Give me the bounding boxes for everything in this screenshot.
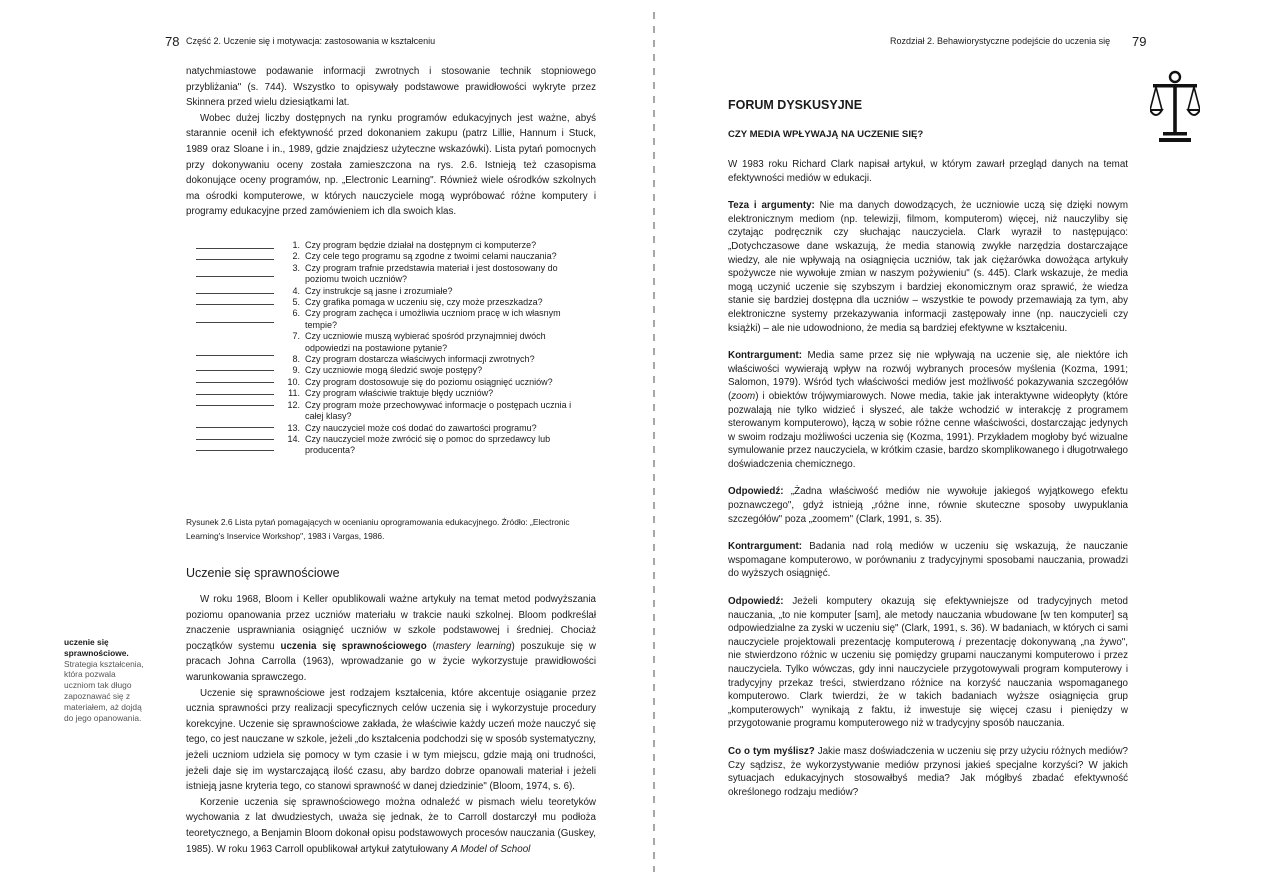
forum-body — [728, 158, 1128, 799]
list-item: 3. Czy program trafnie przedstawia materiał i jest dostosowany do poziomu twoich uczniów? — [292, 262, 558, 285]
answer-blank — [196, 382, 274, 383]
list-item: 13. Czy nauczyciel może coś dodać do zawartości programu? — [287, 422, 537, 433]
list-item: 1. Czy program będzie działał na dostępnym ci komputerze? — [292, 240, 537, 250]
margin-term: uczenie się sprawnościowe. — [64, 637, 129, 658]
paragraph-1: natychmiastowe podawanie informacji zwrotnych i stosowanie technik stopniowego przybliżania" (s. 744). Wszystko to opisywały podstawowe prawidłowości wykryte przez Skinnera przed wielu dziesiątkami lat. — [186, 66, 596, 109]
list-item: 6. Czy program zachęca i umożliwia uczniom pracę w ich własnym tempie? — [292, 308, 561, 330]
answer-blank — [196, 322, 274, 323]
list-item: 7. Czy uczniowie muszą wybierać spośród przynajmniej dwóch odpowiedzi na postawione pytanie? — [292, 331, 546, 353]
margin-definition: Strategia kształcenia, która pozwala uczniom tak długo zapoznawać się z materiałem, aż dojdą do jego opanowania. — [64, 658, 144, 723]
forum-subtitle: CZY MEDIA WPŁYWAJĄ NA UCZENIE SIĘ? — [728, 129, 924, 140]
paragraph-2: Wobec dużej liczby dostępnych na rynku programów edukacyjnych jest ważne, abyś starannie ocenił ich efektywność przed dokonaniem zakupu (patrz Lillie, Hannum i Stuck, 1989 oraz Sloane i in., 1989, gdzie znajdziesz użyteczne wskazówki). Lista pytań pomocnych przy dokonywaniu oceny została zamieszczona na rys. 2.6. Istnieją też czasopisma dokonujące oceny programów, np. „Electronic Learning". Również wiele ośrodków szkolnych ma ośrodki komputerowe, w których nauczyciele mogą wypróbować różne komputery i programy edukacyjne przed zamówieniem ich dla swoich klas. — [186, 112, 596, 218]
forum-block-reply-2: Odpowiedź: Jeżeli komputery okazują się efektywniejsze od tradycyjnych metod nauczania, „to nie komputer [sam], ale metody nauczania wbudowane [w ten komputer] są odpowiedzialne za zyski w uczeniu się" (Clark, 1991, s. 36). W badaniach, w których ci sami nauczyciele projektowali prezentację komputerową i prezentację dokonywaną „na żywo", nie stwierdzono różnic w uczeniu się pomiędzy grupami nauczanymi komputerowo i przez nauczyciela. Tylko wówczas, gdy inni nauczyciele przygotowywali program komputerowy i tradycyjny przekaz treści, stwierdzano różnice na korzyść nauczania wspomaganego komputerowo. Clark twierdzi, że w takich badaniach wyższe osiągnięcia grup „komputerowych" wynikają z faktu, iż inwestuje się więcej czasu i pieniędzy w przygotowanie programu komputerowego niż w tradycyjny sposób nauczania. — [728, 596, 1128, 730]
list-item: 11. Czy program właściwie traktuje błędy uczniów? — [288, 388, 494, 399]
answer-blank — [196, 293, 274, 294]
forum-block-question: Co o tym myślisz? Jakie masz doświadczenia w uczeniu się przy użyciu różnych mediów? Czy sądzisz, że wykorzystywanie mediów przynosi jakieś specjalne korzyści? W jakich sytuacjach edukacyjnych stosowałbyś media? Jak mógłbyś zbadać efektywność określonego rodzaju mediów? — [728, 745, 1129, 798]
list-item: 12. Czy program może przechowywać informacje o postępach ucznia i całej klasy? — [287, 399, 572, 422]
forum-block-thesis: Teza i argumenty: Nie ma danych dowodzących, że uczniowie uczą się dzięki nowym elektronicznym mediom (np. telewizji, filmom, komputerom) więcej, niż nauczyliby się czytając podręcznik czy słuchając nauczyciela. Clark wyraził to następująco: „Dotychczasowe dane wskazują, że media stanowią zwykłe narzędzia dostarczające wiedzy, ale nie wpływają na osiągnięcia uczniów, tak jak ciężarówka dowożąca artykuły spożywcze nie wywołuje zmian w naszym pożywieniu" (s. 445). Clark wskazuje, że media mogą uczynić uczenie się szybszym i bardziej ekonomicznym oraz sprawić, że wiedza stanie się bardziej dostępna dla uczniów – wszystkie te powody przemawiają za tym, aby elektroniczne systemy przekazywania informacji zastępowały inne (np. nauczycieli czy książki) – ale nie udowodniono, że media są bardziej efektywne w kształceniu. — [728, 200, 1128, 334]
running-head-left: Część 2. Uczenie się i motywacja: zastosowania w kształceniu — [186, 36, 436, 46]
left-page — [0, 0, 630, 894]
right-page — [648, 0, 1262, 894]
intro-text — [186, 64, 596, 220]
answer-blank — [196, 370, 274, 371]
section-title: Uczenie się sprawnościowe — [186, 566, 340, 580]
answer-blank — [196, 394, 274, 395]
answer-blank — [196, 427, 274, 428]
answer-blank — [196, 248, 274, 249]
forum-block-reply-1: Odpowiedź: „Żadna właściwość mediów nie wywołuje jakiegoś wyjątkowego efektu poznawczego", gdyż istnieją „różne inne, równie skuteczne sposoby uwypuklania szczegółów" poza „zoomem" (Clark, 1991, s. 35). — [728, 486, 1128, 525]
forum-block-counter-2: Kontrargument: Badania nad rolą mediów w uczeniu się wskazują, że nauczanie wspomagane komputerowo, w porównaniu z tradycyjnymi sposobami nauczania, prowadzi do wyższych osiągnięć. — [728, 541, 1128, 580]
answer-blank — [196, 355, 274, 356]
list-item: 2. Czy cele tego programu są zgodne z twoimi celami nauczania? — [292, 251, 557, 262]
page-number-left: 78 — [165, 34, 180, 49]
list-item: 9. Czy uczniowie mogą śledzić swoje postępy? — [292, 365, 483, 376]
answer-blank — [196, 276, 274, 277]
forum-intro: W 1983 roku Richard Clark napisał artykuł, w którym zawarł przegląd danych na temat efektywności mediów w edukacji. — [728, 159, 1128, 184]
forum-title: FORUM DYSKUSYJNE — [728, 98, 863, 112]
answer-blank — [196, 259, 274, 260]
answer-blank — [196, 450, 274, 451]
section-paragraph-2: Uczenie się sprawnościowe jest rodzajem kształcenia, które akcentuje osiąganie przez ucznia sprawności przy realizacji specyficznych celów uczenia się i wykorzystuje procedury korekcyjne. Uczenie się sprawnościowe zakłada, że właściwie każdy uczeń może nauczyć się tego, co jest nauczane w szkole, jeżeli „do kształcenia podchodzi się w sposób systematyczny, jeżeli uczniom udziela się pomocy w tym czasie i w tym miejscu, gdzie mają oni trudności, jeżeli daje się im wystarczającą ilość czasu, aby bardzo dobrze opanowali materiał i jeżeli istnieją jasne kryteria tego, co stanowi sprawność w danej dziedzinie" (Bloom, 1974, s. 6). — [186, 687, 596, 793]
list-item: 4. Czy instrukcje są jasne i zrozumiałe? — [292, 285, 453, 296]
section-paragraph-1: W roku 1968, Bloom i Keller opublikowali ważne artykuły na temat metod podwyższania poziomu opanowania przez uczniów materiału w trakcie nauki szkolnej. Bloom podkreślał znaczenie usprawniania osiągnięć uczniów w szkole podstawowej i średniej. Chociaż początków systemu uczenia się sprawnościowego (mastery learning) poszukuje się w pracach Johna Carrolla (1963), wprowadzanie go w życie wykorzystuje prawidłowości warunkowania sprawczego. — [186, 594, 597, 683]
forum-block-counter-1: Kontrargument: Media same przez się nie wpływają na uczenie się, ale niektóre ich właściwości wywierają wpływ na rozwój wybranych procesów myślenia (Kozma, 1991; Salomon, 1979). Wśród tych właściwości mediów jest możliwość pokazywania szczegółów (zoom) i obiektów trójwymiarowych. Nowe media, takie jak interaktywne wideopłyty (które pozwalają nie tylko widzieć i słyszeć, ale także wchodzić w interakcję z programem sterowanym komputerowo), łączą w sobie różne cenne właściwości, dostarczając jedynych w swoim rodzaju możliwości uczenia się (Kozma, 1991). Przykładem mogłoby być wizualne symulowanie przez nauczyciela, w krótkim czasie, bardzo skomplikowanego i długotrwałego doświadczenia chemicznego. — [728, 350, 1128, 470]
answer-blank — [196, 405, 274, 406]
margin-note — [64, 637, 148, 723]
question-list — [284, 240, 574, 457]
running-head-right: Rozdział 2. Behawiorystyczne podejście do uczenia się — [890, 36, 1111, 46]
section-paragraph-3: Korzenie uczenia się sprawnościowego można odnaleźć w pismach wielu teoretyków wychowania z lat dwudziestych, uważa się jednak, że to Carroll dostarczył mu podłoża teoretycznego, a Benjamin Bloom dokonał opisu podstawowych procesów nauczania (Guskey, 1985). W roku 1963 Carroll opublikował artykuł zatytułowany A Model of School — [186, 796, 596, 855]
list-item: 8. Czy program dostarcza właściwych informacji zwrotnych? — [292, 354, 535, 365]
page-number-right: 79 — [1132, 34, 1147, 49]
section-body — [186, 592, 596, 857]
scales-icon — [1150, 68, 1200, 149]
answer-blank — [196, 439, 274, 440]
list-item: 10. Czy program dostosowuje się do poziomu osiągnięć uczniów? — [287, 376, 553, 387]
figure-caption: Rysunek 2.6 Lista pytań pomagających w ocenianiu oprogramowania edukacyjnego. Źródło: „Electronic Learning's Inservice Workshop", 1983 i Vargas, 1986. — [186, 517, 570, 541]
answer-blank — [196, 304, 274, 305]
list-item: 14. Czy nauczyciel może zwrócić się o pomoc do sprzedawcy lub producenta? — [287, 433, 551, 456]
list-item: 5. Czy grafika pomaga w uczeniu się, czy może przeszkadza? — [292, 297, 543, 308]
